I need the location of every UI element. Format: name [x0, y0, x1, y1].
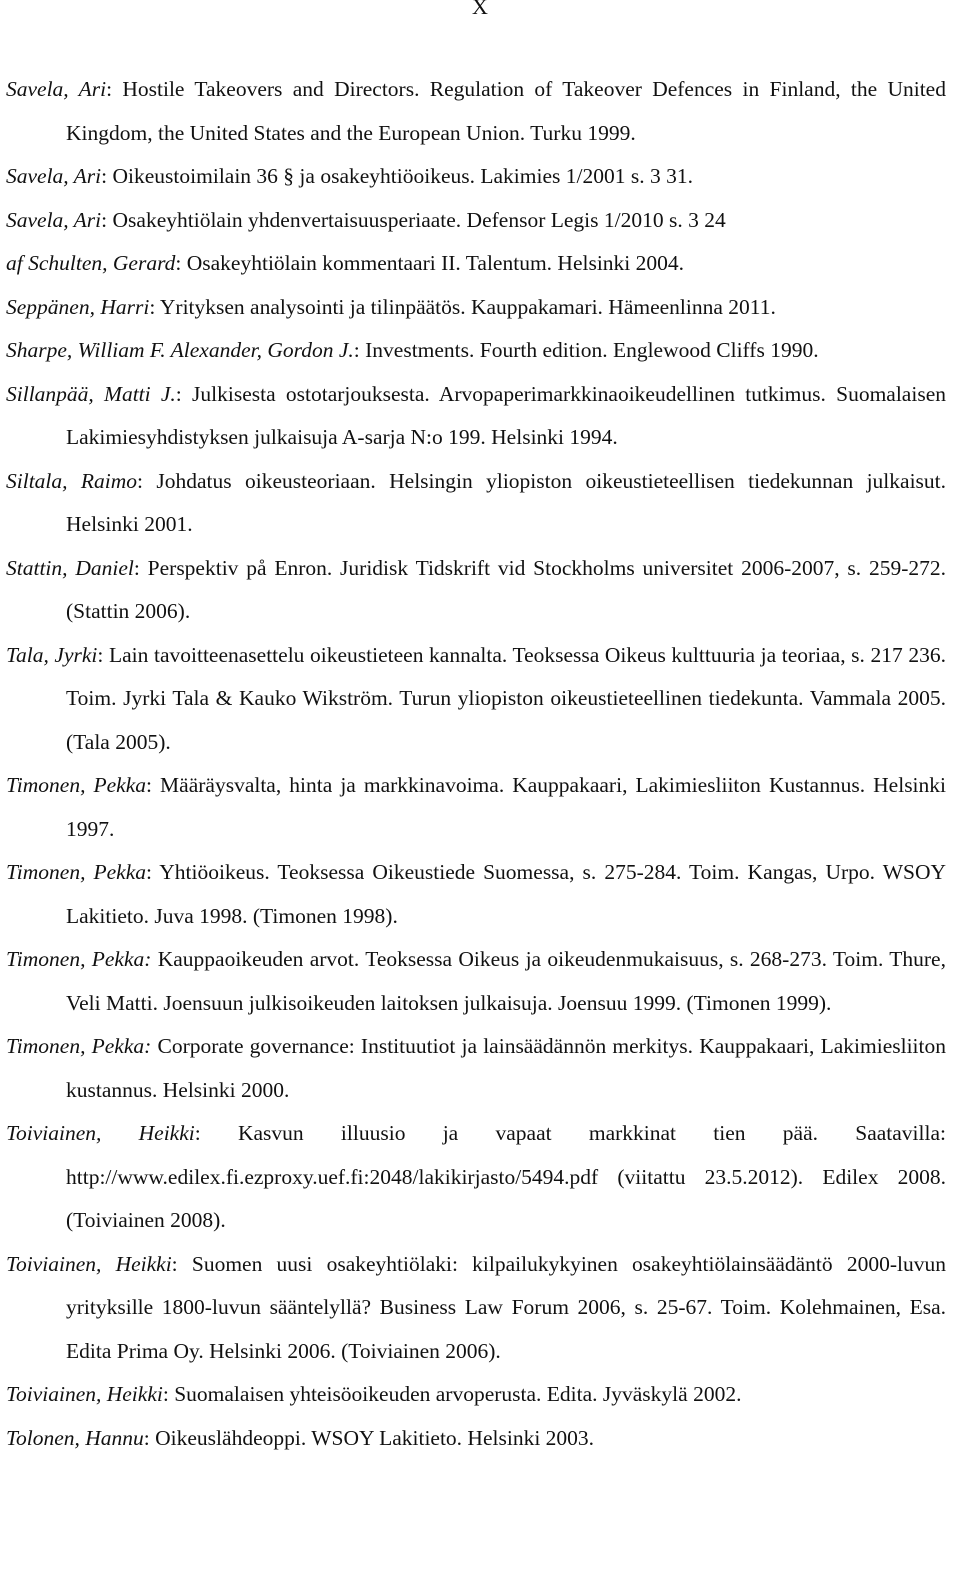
reference-author: Sharpe, William F. Alexander, Gordon J.	[6, 338, 354, 362]
reference-author: Timonen, Pekka	[6, 773, 147, 797]
reference-text: Investments. Fourth edition. Englewood Cliffs 1990.	[365, 338, 819, 362]
reference-author: Stattin, Daniel	[6, 555, 134, 580]
reference-author: Savela, Ari	[6, 77, 107, 101]
reference-author: Siltala, Raimo	[6, 468, 138, 493]
reference-text: Lain tavoitteenasettelu oikeustieteen kannalta. Teoksessa Oikeus kulttuuria ja teoriaa, s. 217 236. Toim. Jyrki Tala & Kauko Wikström. Turun yliopiston oikeustieteellinen tiedekunta. Vammala 2005. (Tala 2005).	[66, 642, 946, 754]
reference-entry: Stattin, Daniel: Perspektiv på Enron. Juridisk Tidskrift vid Stockholms universitet 2006-2007, s. 259-272. (Stattin 2006).	[6, 555, 946, 623]
reference-entry: Toiviainen, Heikki: Suomalaisen yhteisöoikeuden arvoperusta. Edita. Jyväskylä 2002.	[6, 1382, 742, 1406]
reference-entry: Sillanpää, Matti J.: Julkisesta ostotarjouksesta. Arvopaperimarkkinaoikeudellinen tutkimus. Suomalaisen Lakimiesyhdistyksen julkaisuja A-sarja N:o 199. Helsinki 1994.	[6, 381, 946, 449]
reference-text: Hostile Takeovers and Directors. Regulation of Takeover Defences in Finland, the United Kingdom, the United States and the European Union. Turku 1999.	[66, 77, 946, 145]
reference-entry: Tala, Jyrki: Lain tavoitteenasettelu oikeustieteen kannalta. Teoksessa Oikeus kulttuuria ja teoriaa, s. 217 236. Toim. Jyrki Tala & Kauko Wikström. Turun yliopiston oikeustieteellinen tiedekunta. Vammala 2005. (Tala 2005).	[6, 642, 946, 754]
reference-text: Oikeuslähdeoppi. WSOY Lakitieto. Helsinki 2003.	[155, 1425, 595, 1450]
reference-text: Osakeyhtiölain kommentaari II. Talentum. Helsinki 2004.	[186, 251, 685, 275]
reference-entry: Tolonen, Hannu: Oikeuslähdeoppi. WSOY Lakitieto. Helsinki 2003.	[6, 1425, 595, 1450]
reference-author: Timonen, Pekka	[6, 860, 147, 884]
reference-entry	[6, 1025, 946, 1112]
reference-entry: Savela, Ari: Hostile Takeovers and Directors. Regulation of Takeover Defences in Finland, the United Kingdom, the United States and the European Union. Turku 1999.	[6, 77, 946, 145]
reference-list	[6, 68, 946, 1460]
reference-author: Timonen, Pekka:	[6, 1034, 152, 1058]
reference-text: Yrityksen analysointi ja tilinpäätös. Kauppakamari. Hämeenlinna 2011.	[159, 294, 776, 319]
reference-text: Suomen uusi osakeyhtiölaki: kilpailukykyinen osakeyhtiölainsäädäntö 2000-luvun yrityksille 1800-luvun sääntelyllä? Business Law Forum 2006, s. 25-67. Toim. Kolehmainen, Esa. Edita Prima Oy. Helsinki 2006. (Toiviainen 2006).	[66, 1251, 946, 1363]
reference-author: Seppänen, Harri	[6, 294, 150, 319]
reference-entry: Savela, Ari: Oikeustoimilain 36 § ja osakeyhtiöoikeus. Lakimies 1/2001 s. 3 31.	[6, 164, 693, 188]
reference-author: Sillanpää, Matti J.	[6, 381, 176, 406]
reference-text: Kauppaoikeuden arvot. Teoksessa Oikeus ja oikeudenmukaisuus, s. 268-273. Toim. Thure, Veli Matti. Joensuun julkisoikeuden laitoksen julkaisuja. Joensuu 1999. (Timonen 1999).	[66, 947, 946, 1015]
reference-author: Toiviainen, Heikki	[6, 1382, 163, 1406]
reference-entry: Toiviainen, Heikki: Kasvun illuusio ja vapaat markkinat tien pää. Saatavilla: http://www.edilex.fi.ezproxy.uef.fi:2048/lakikirjasto/5494.pdf (viitattu 23.5.2012). Edilex 2008. (Toiviainen 2008).	[6, 1121, 946, 1232]
reference-entry: Timonen, Pekka: Yhtiöoikeus. Teoksessa Oikeustiede Suomessa, s. 275-284. Toim. Kangas, Urpo. WSOY Lakitieto. Juva 1998. (Timonen 1998).	[6, 860, 946, 928]
reference-text: Määräysvalta, hinta ja markkinavoima. Kauppakaari, Lakimiesliiton Kustannus. Helsinki 1997.	[66, 773, 947, 841]
reference-author: Tolonen, Hannu	[6, 1425, 144, 1450]
reference-text: Julkisesta ostotarjouksesta. Arvopaperimarkkinaoikeudellinen tutkimus. Suomalaisen Lakimiesyhdistyksen julkaisuja A-sarja N:o 199. Helsinki 1994.	[66, 381, 946, 449]
reference-text: Perspektiv på Enron. Juridisk Tidskrift vid Stockholms universitet 2006-2007, s. 259-272. (Stattin 2006).	[66, 555, 946, 623]
reference-entry: Sharpe, William F. Alexander, Gordon J.: Investments. Fourth edition. Englewood Cliffs 1990.	[6, 338, 819, 362]
reference-entry: Timonen, Pekka: Määräysvalta, hinta ja markkinavoima. Kauppakaari, Lakimiesliiton Kustannus. Helsinki 1997.	[6, 773, 947, 841]
reference-entry: Seppänen, Harri: Yrityksen analysointi ja tilinpäätös. Kauppakamari. Hämeenlinna 2011.	[6, 294, 776, 319]
reference-author: Savela, Ari	[6, 164, 102, 188]
reference-author: Toiviainen, Heikki	[6, 1251, 172, 1276]
reference-entry: Toiviainen, Heikki: Suomen uusi osakeyhtiölaki: kilpailukykyinen osakeyhtiölainsäädäntö 2000-luvun yrityksille 1800-luvun sääntelyllä? Business Law Forum 2006, s. 25-67. Toim. Kolehmainen, Esa. Edita Prima Oy. Helsinki 2006. (Toiviainen 2006).	[6, 1251, 946, 1363]
reference-author: Toiviainen, Heikki	[6, 1121, 195, 1145]
reference-text: Johdatus oikeusteoriaan. Helsingin yliopiston oikeustieteellisen tiedekunnan julkaisut. Helsinki 2001.	[66, 468, 947, 536]
page-number: X	[472, 0, 488, 19]
reference-entry: Siltala, Raimo: Johdatus oikeusteoriaan. Helsingin yliopiston oikeustieteellisen tiedekunnan julkaisut. Helsinki 2001.	[6, 468, 947, 536]
reference-text: Suomalaisen yhteisöoikeuden arvoperusta. Edita. Jyväskylä 2002.	[174, 1382, 742, 1406]
reference-text: Osakeyhtiölain yhdenvertaisuusperiaate. Defensor Legis 1/2010 s. 3 24	[112, 207, 726, 232]
reference-entry: af Schulten, Gerard: Osakeyhtiölain kommentaari II. Talentum. Helsinki 2004.	[6, 251, 685, 275]
reference-author: Tala, Jyrki	[6, 642, 98, 667]
reference-author: Savela, Ari	[6, 207, 102, 232]
reference-text: Oikeustoimilain 36 § ja osakeyhtiöoikeus. Lakimies 1/2001 s. 3 31.	[112, 164, 693, 188]
reference-author: Timonen, Pekka:	[6, 947, 152, 971]
reference-entry	[6, 938, 946, 1025]
reference-text: Yhtiöoikeus. Teoksessa Oikeustiede Suomessa, s. 275-284. Toim. Kangas, Urpo. WSOY Lakitieto. Juva 1998. (Timonen 1998).	[66, 860, 946, 928]
reference-text: Corporate governance: Instituutiot ja lainsäädännön merkitys. Kauppakaari, Lakimiesliiton kustannus. Helsinki 2000.	[66, 1034, 946, 1102]
reference-text: Kasvun illuusio ja vapaat markkinat tien pää. Saatavilla: http://www.edilex.fi.ezproxy.uef.fi:2048/lakikirjasto/5494.pdf (viitattu 23.5.2012). Edilex 2008. (Toiviainen 2008).	[66, 1121, 946, 1232]
reference-author: af Schulten, Gerard	[6, 251, 176, 275]
reference-entry: Savela, Ari: Osakeyhtiölain yhdenvertaisuusperiaate. Defensor Legis 1/2010 s. 3 24	[6, 207, 726, 232]
